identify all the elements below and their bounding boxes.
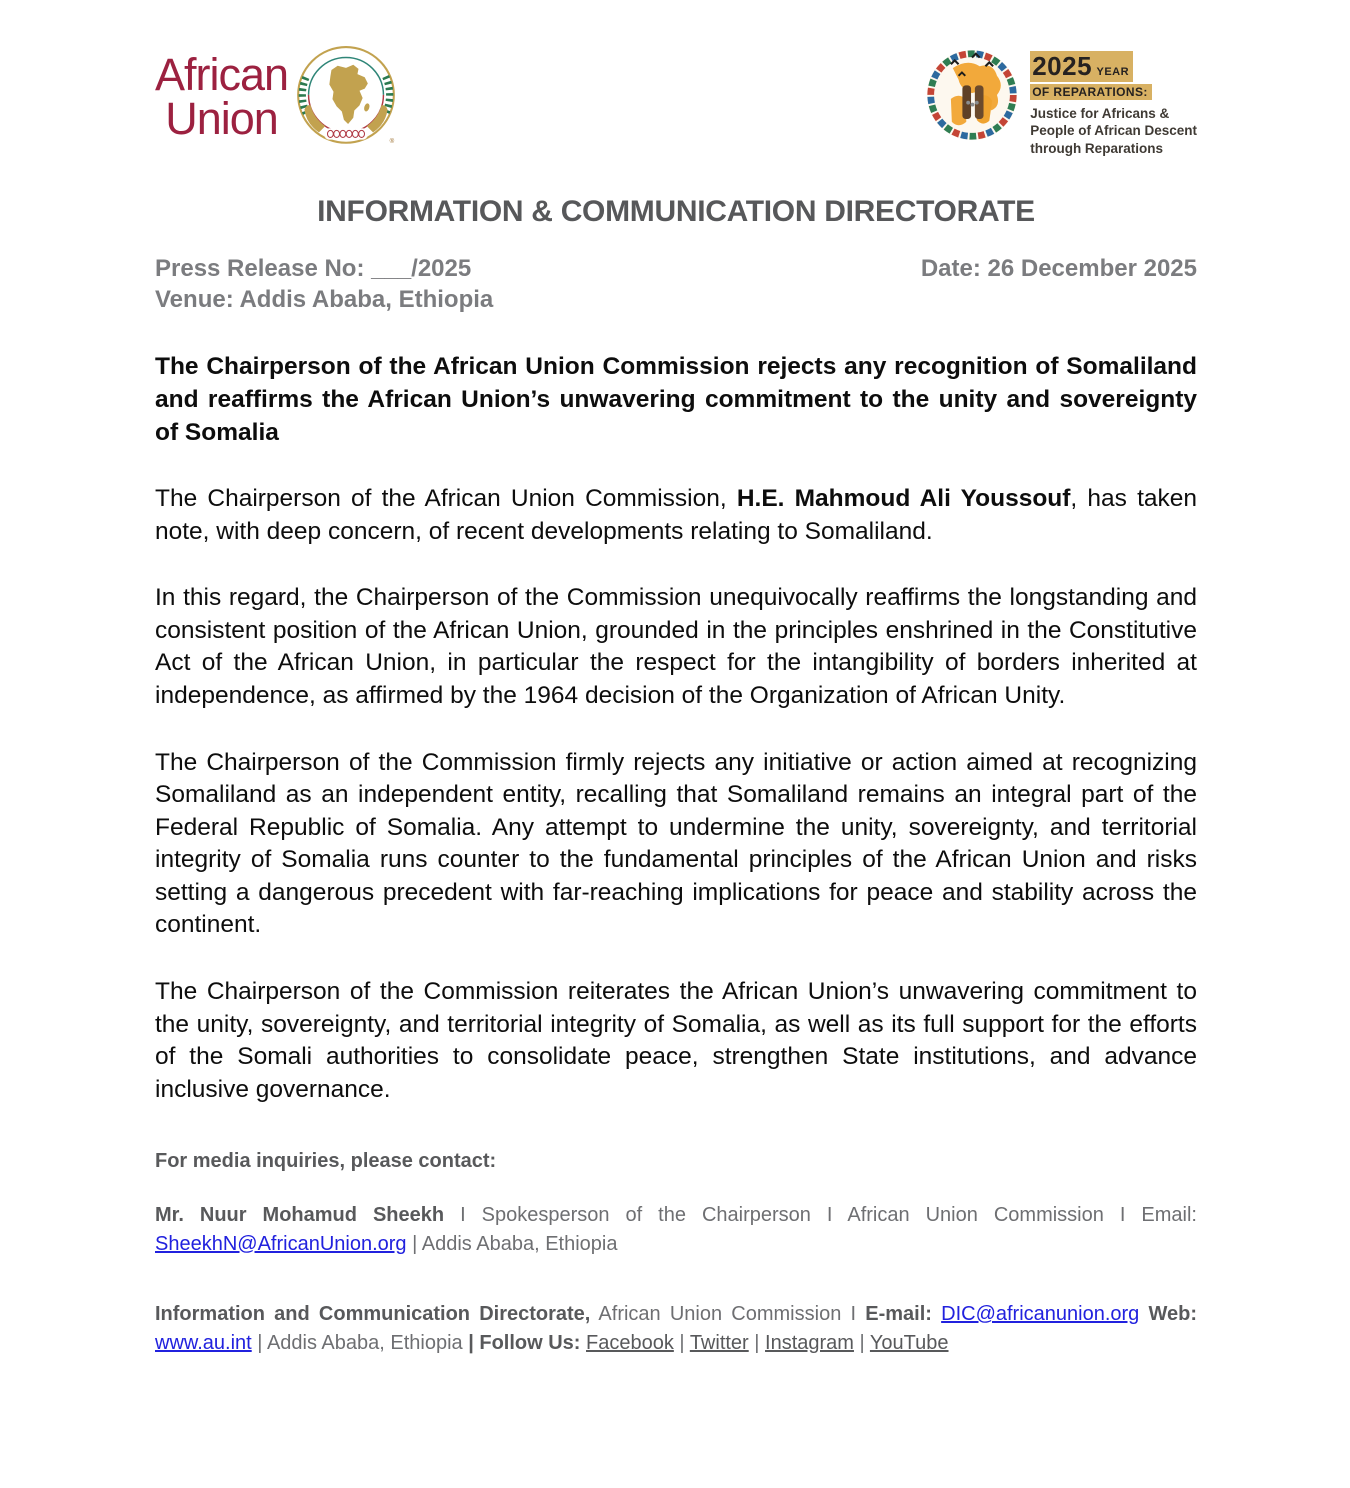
footer-sep-1: | (251, 1331, 267, 1354)
reparations-2025-logo (924, 45, 1197, 157)
paragraph-2: In this regard, the Chairperson of the Commission unequivocally reaffirms the longstanding and consistent position of the African Union, grounded in the principles enshrined in the Constitutive Act of the African Union, in particular the respect for the intangibility of borders inherited at independence, as affirmed by the 1964 decision of the Organization of African Unity. (155, 584, 1197, 709)
contact-email-link[interactable]: SheekhN@AfricanUnion.org (155, 1232, 407, 1255)
document-header (155, 45, 1197, 156)
reparations-subtitle: OF REPARATIONS: (1030, 84, 1152, 100)
social-sep-3: | (853, 1331, 870, 1354)
registered-mark: ® (389, 137, 395, 145)
contact-name: Mr. Nuur Mohamud Sheekh (155, 1204, 445, 1227)
au-wordmark-line2: Union (165, 93, 278, 144)
footer-location: Addis Ababa, Ethiopia (266, 1331, 469, 1354)
reparations-emblem-icon (924, 47, 1020, 143)
contact-sep-1: I (444, 1204, 482, 1227)
footer-email-link[interactable]: DIC@africanunion.org (941, 1303, 1140, 1326)
paragraph-3: The Chairperson of the Commission firmly rejects any initiative or action aimed at recognizing Somaliland as an independent entity, recalling that Somaliland remains an integral part of the Federal Republic of Somalia. Any attempt to undermine the unity, sovereignty, and territorial integrity of Somalia runs counter to the fundamental principles of the African Union and risks setting a dangerous precedent with far-reaching implications for peace and stability across the continent. (155, 748, 1197, 939)
african-union-emblem-icon (294, 45, 398, 149)
contact-sep-4: | (406, 1232, 422, 1255)
reparations-tagline-line1: Justice for Africans & (1030, 106, 1170, 121)
social-link-facebook[interactable]: Facebook (586, 1331, 674, 1354)
social-sep-2: | (748, 1331, 766, 1354)
african-union-wordmark (155, 48, 289, 144)
contact-org: African Union Commission (847, 1204, 1104, 1227)
media-inquiries-heading: For media inquiries, please contact: (155, 1150, 497, 1173)
footer-directorate: Information and Communication Directorate, (155, 1303, 591, 1326)
press-release-body (155, 351, 1197, 1106)
contact-sep-3: I (1103, 1204, 1142, 1227)
footer-line (155, 1300, 1197, 1357)
reparations-tagline-line3: through Reparations (1030, 140, 1163, 156)
contact-role: Spokesperson of the Chairperson (481, 1204, 811, 1227)
media-contact-line (155, 1201, 1197, 1258)
release-heading: The Chairperson of the African Union Commission rejects any recognition of Somaliland and reaffirms the African Union’s unwavering commitment to the unity and sovereignty of Somalia (155, 353, 1197, 446)
paragraph-1-post: , has taken note, with deep concern, of recent developments relating to Somaliland. (155, 485, 1197, 545)
press-release-number: Press Release No: ___/2025 (155, 255, 472, 282)
contact-sep-2: I (810, 1204, 848, 1227)
footer-follow-label: | Follow Us: (468, 1331, 587, 1354)
contact-location: Addis Ababa, Ethiopia (421, 1232, 618, 1255)
social-link-instagram[interactable]: Instagram (765, 1331, 854, 1354)
contact-email-label: Email: (1141, 1204, 1197, 1227)
paragraph-4: The Chairperson of the Commission reiterates the African Union’s unwavering commitment to the unity, sovereignty, and territorial integrity of Somalia, as well as its full support for the efforts of the Somali authorities to consolidate peace, strengthen State institutions, and advance inclusive governance. (155, 978, 1197, 1103)
reparations-year: 2025 (1032, 51, 1093, 81)
footer-web-link[interactable]: www.au.int (155, 1331, 252, 1354)
footer-web-label: Web: (1148, 1303, 1198, 1326)
social-link-twitter[interactable]: Twitter (689, 1331, 749, 1354)
chairperson-name: H.E. Mahmoud Ali Youssouf (736, 485, 1071, 513)
paragraph-1 (155, 483, 1197, 548)
footer-email-label: E-mail: (865, 1303, 942, 1326)
social-link-youtube[interactable]: YouTube (869, 1331, 949, 1354)
page-title: INFORMATION & COMMUNICATION DIRECTORATE (317, 195, 1035, 228)
african-union-logo (155, 45, 398, 149)
paragraph-1-pre: The Chairperson of the African Union Commission, (155, 485, 737, 513)
footer-sep: I (841, 1303, 866, 1326)
reparations-tagline (1030, 105, 1197, 157)
reparations-year-label: YEAR (1096, 66, 1130, 78)
reparations-tagline-line2: People of African Descent (1030, 123, 1197, 139)
reparations-text-block (1030, 47, 1197, 157)
au-wordmark-line1: African (155, 48, 289, 100)
press-release-venue: Venue: Addis Ababa, Ethiopia (155, 286, 494, 314)
reparations-year-line (1030, 51, 1133, 82)
press-release-meta (155, 253, 1197, 315)
press-release-date: Date: 26 December 2025 (920, 255, 1197, 282)
social-sep-1: | (673, 1331, 690, 1354)
footer-org: African Union Commission (590, 1303, 842, 1326)
